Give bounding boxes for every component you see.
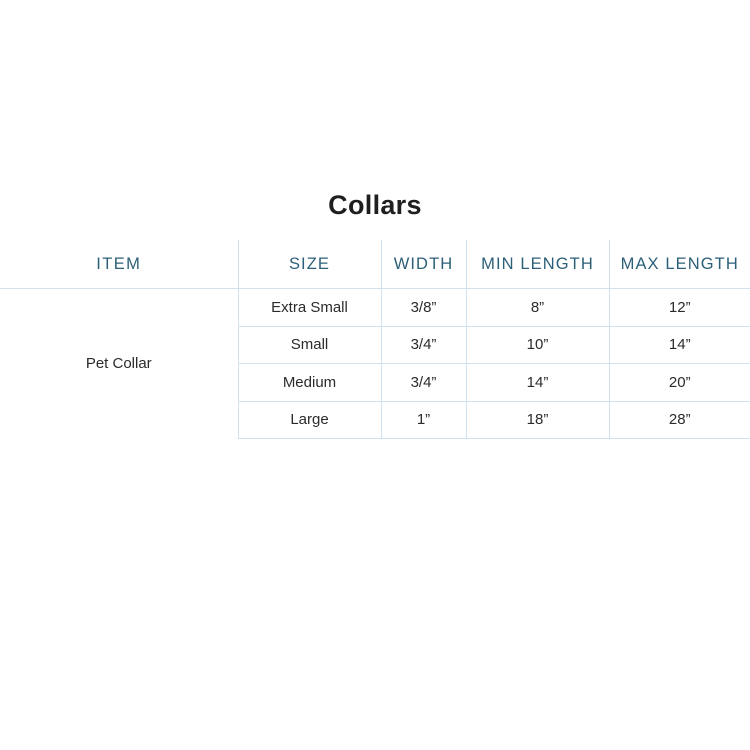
- size-cell: Large: [238, 401, 381, 439]
- width-cell: 1”: [381, 401, 466, 439]
- max-length-cell: 14”: [609, 326, 750, 364]
- width-cell: 3/4”: [381, 364, 466, 402]
- min-length-cell: 8”: [466, 289, 609, 327]
- max-length-cell: 28”: [609, 401, 750, 439]
- size-chart-table-container: [0, 240, 750, 439]
- min-length-cell: 14”: [466, 364, 609, 402]
- size-chart-table: [0, 240, 750, 439]
- column-header-size: SIZE: [238, 240, 381, 289]
- size-cell: Medium: [238, 364, 381, 402]
- max-length-cell: 20”: [609, 364, 750, 402]
- size-cell: Small: [238, 326, 381, 364]
- item-name-cell: Pet Collar: [85, 355, 152, 373]
- table-row: [0, 289, 750, 327]
- max-length-cell: 12”: [609, 289, 750, 327]
- column-header-min-length: MIN LENGTH: [466, 240, 609, 289]
- column-header-max-length: MAX LENGTH: [609, 240, 750, 289]
- size-cell: Extra Small: [238, 289, 381, 327]
- column-header-item: ITEM: [0, 240, 238, 289]
- width-cell: 3/4”: [381, 326, 466, 364]
- min-length-cell: 10”: [466, 326, 609, 364]
- table-header: [0, 240, 750, 289]
- min-length-cell: 18”: [466, 401, 609, 439]
- table-header-row: [0, 240, 750, 289]
- column-header-width: WIDTH: [381, 240, 466, 289]
- width-cell: 3/8”: [381, 289, 466, 327]
- page-title: Collars: [328, 190, 422, 220]
- table-body: [0, 289, 750, 439]
